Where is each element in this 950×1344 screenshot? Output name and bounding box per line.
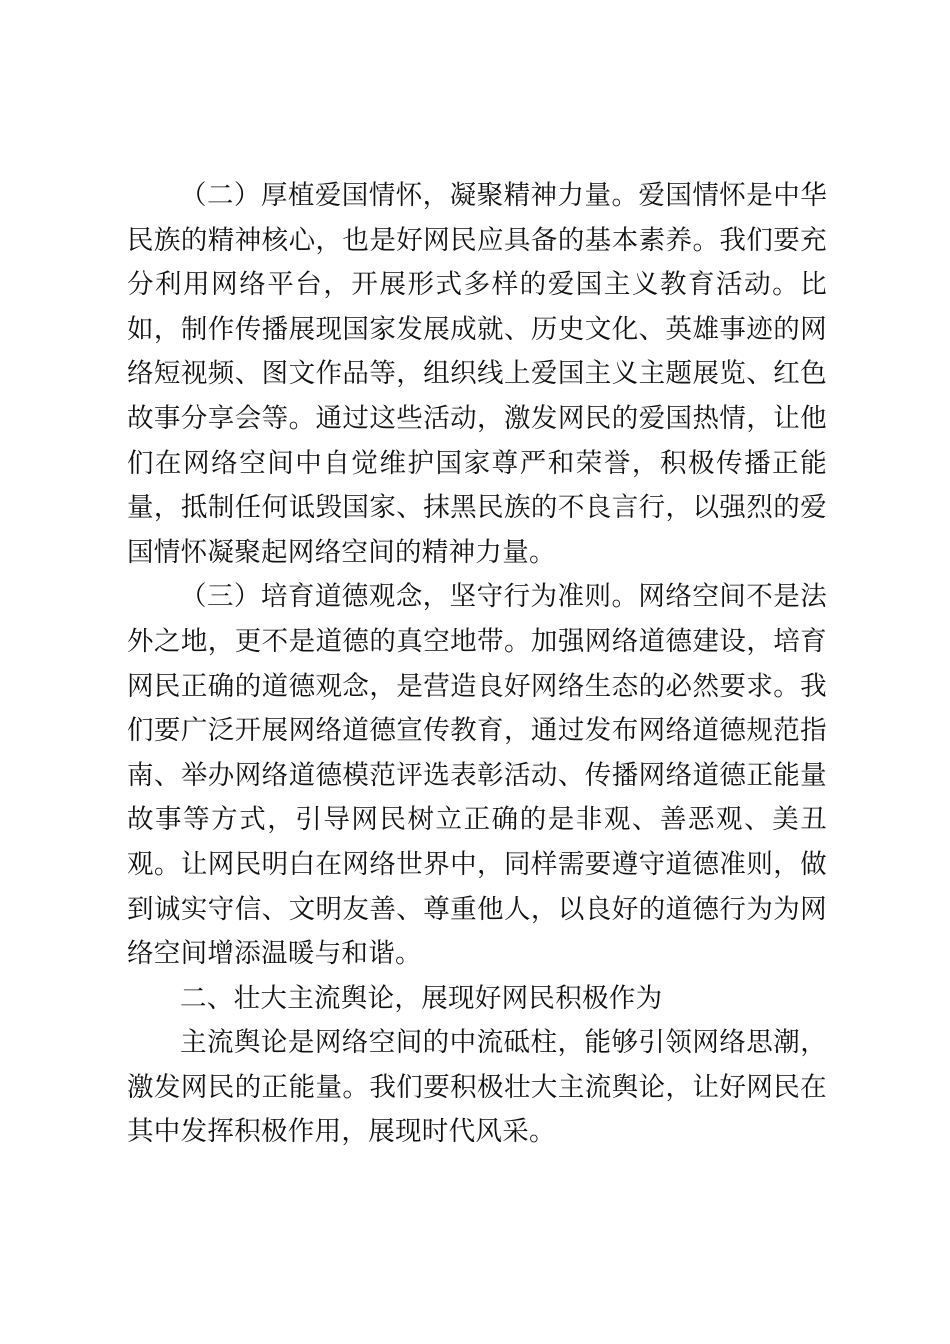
document-body — [127, 174, 827, 1155]
paragraph-patriotism: （二）厚植爱国情怀，凝聚精神力量。爱国情怀是中华民族的精神核心，也是好网民应具备的基本素养。我们要充分利用网络平台，开展形式多样的爱国主义教育活动。比如，制作传播展现国家发展成就、历史文化、英雄事迹的网络短视频、图文作品等，组织线上爱国主义主题展览、红色故事分享会等。通过这些活动，激发网民的爱国热情，让他们在网络空间中自觉维护国家尊严和荣誉，积极传播正能量，抵制任何诋毁国家、抹黑民族的不良言行，以强烈的爱国情怀凝聚起网络空间的精神力量。 — [127, 180, 827, 568]
section-heading: 二、壮大主流舆论，展现好网民积极作为 — [180, 982, 663, 1014]
paragraph-morality: （三）培育道德观念，坚守行为准则。网络空间不是法外之地，更不是道德的真空地带。加强网络道德建设，培育网民正确的道德观念，是营造良好网络生态的必然要求。我们要广泛开展网络道德宣传教育，通过发布网络道德规范指南、举办网络道德模范评选表彰活动、传播网络道德正能量故事等方式，引导网民树立正确的是非观、善恶观、美丑观。让网民明白在网络世界中，同样需要遵守道德准则，做到诚实守信、文明友善、尊重他人，以良好的道德行为为网络空间增添温暖与和谐。 — [127, 581, 827, 970]
paragraph-mainstream-opinion: 主流舆论是网络空间的中流砥柱，能够引领网络思潮，激发网民的正能量。我们要积极壮大主流舆论，让好网民在其中发挥积极作用，展现时代风采。 — [127, 1027, 827, 1148]
